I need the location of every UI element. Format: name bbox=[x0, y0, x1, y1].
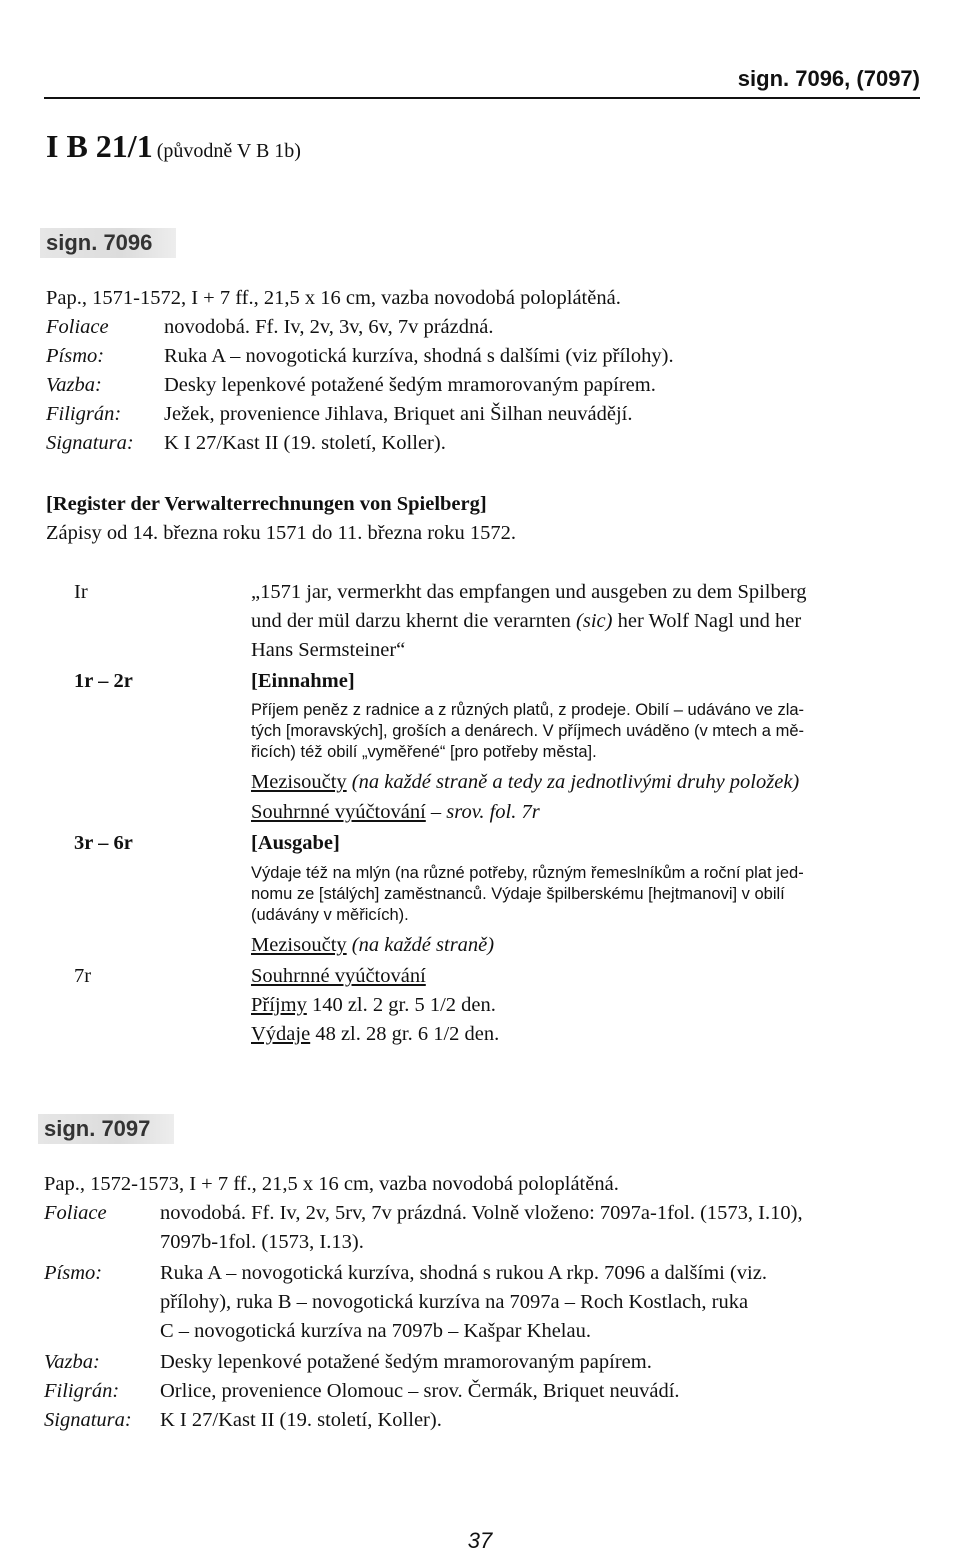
entry-note-line: (udávány v měřicích). bbox=[251, 906, 409, 924]
entry-summary-heading: Souhrnné vyúčtování bbox=[251, 965, 426, 987]
entry-note-line: tých [moravských], groších a denárech. V příjmech uváděno (v mtech a mě- bbox=[251, 722, 804, 740]
record1-filigran-label: Filigrán: bbox=[46, 403, 122, 425]
entry-note-line: Příjem peněz z radnice a z různých platů, z prodeje. Obilí – udáváno ve zla- bbox=[251, 701, 805, 719]
entry-folio: 1r – 2r bbox=[74, 670, 133, 692]
record2-vazba-label: Vazba: bbox=[44, 1351, 100, 1373]
record1-sign-label: sign. 7096 bbox=[40, 228, 176, 258]
record1-title: [Register der Verwalterrechnungen von Spielberg] bbox=[46, 493, 487, 515]
record1-signatura-value: K I 27/Kast II (19. století, Koller). bbox=[164, 432, 446, 454]
entry-subtotal-note: (na každé straně) bbox=[351, 934, 495, 956]
record1-pismo-label: Písmo: bbox=[46, 345, 105, 367]
entry-heading: [Ausgabe] bbox=[251, 832, 340, 854]
record2-pismo-line: přílohy), ruka B – novogotická kurzíva na 7097a – Roch Kostlach, ruka bbox=[160, 1291, 749, 1313]
record2-foliace-line: novodobá. Ff. Iv, 2v, 5rv, 7v prázdná. Volně vloženo: 7097a-1fol. (1573, I.10), bbox=[160, 1202, 803, 1224]
header-signature: sign. 7096, (7097) bbox=[737, 66, 920, 91]
main-signature-code: I B 21/1 bbox=[46, 128, 153, 164]
record1-vazba-label: Vazba: bbox=[46, 374, 102, 396]
main-signature bbox=[46, 128, 301, 165]
entry-summary-note: – srov. fol. 7r bbox=[430, 801, 540, 823]
record1-foliace-value: novodobá. Ff. Iv, 2v, 3v, 6v, 7v prázdná. bbox=[164, 316, 494, 338]
entry-quote-text: und der mül darzu khernt die verarnten bbox=[251, 610, 571, 632]
entry-expense bbox=[251, 1020, 499, 1049]
record2-pismo-line: Ruka A – novogotická kurzíva, shodná s rukou A rkp. 7096 a dalšími (viz. bbox=[160, 1262, 767, 1284]
record2-pismo-line: C – novogotická kurzíva na 7097b – Kašpar Khelau. bbox=[160, 1320, 591, 1342]
record2-signatura-value: K I 27/Kast II (19. století, Koller). bbox=[160, 1409, 442, 1431]
entry-heading: [Einnahme] bbox=[251, 670, 355, 692]
entry-quote-line bbox=[251, 607, 801, 636]
entry-folio: 7r bbox=[74, 965, 92, 987]
entry-subtotal-note: (na každé straně a tedy za jednotlivými druhy položek) bbox=[351, 771, 800, 793]
main-signature-original: (původně V B 1b) bbox=[156, 140, 301, 162]
entry-subtotal-label: Mezisoučty bbox=[251, 934, 347, 956]
entry-note-line: Výdaje též na mlýn (na různé potřeby, různým řemeslníkům a roční plat jed- bbox=[251, 864, 804, 882]
record1-vazba-value: Desky lepenkové potažené šedým mramorovaným papírem. bbox=[164, 374, 656, 396]
entry-subtotal bbox=[251, 931, 494, 960]
entry-subtotal bbox=[251, 768, 799, 797]
record2-filigran-value: Orlice, provenience Olomouc – srov. Čermák, Briquet neuvádí. bbox=[160, 1380, 680, 1402]
entry-quote-line: „1571 jar, vermerkht das empfangen und ausgeben zu dem Spilberg bbox=[251, 581, 807, 603]
entry-expense-label: Výdaje bbox=[251, 1023, 311, 1045]
entry-note-line: řicích) též obilí „vyměřené“ [pro potřeby města]. bbox=[251, 743, 597, 761]
entry-subtotal-label: Mezisoučty bbox=[251, 771, 347, 793]
entry-summary-label: Souhrnné vyúčtování bbox=[251, 801, 426, 823]
entry-income bbox=[251, 991, 496, 1020]
record2-filigran-label: Filigrán: bbox=[44, 1380, 120, 1402]
entry-income-label: Příjmy bbox=[251, 994, 307, 1016]
entry-folio: 3r – 6r bbox=[74, 832, 133, 854]
record1-subtitle: Zápisy od 14. března roku 1571 do 11. března roku 1572. bbox=[46, 522, 517, 544]
record2-foliace-line: 7097b-1fol. (1573, I.13). bbox=[160, 1231, 364, 1253]
entry-quote-line: Hans Sermsteiner“ bbox=[251, 639, 406, 661]
entry-expense-value: 48 zl. 28 gr. 6 1/2 den. bbox=[315, 1023, 500, 1045]
record1-filigran-value: Ježek, provenience Jihlava, Briquet ani Šilhan neuvádějí. bbox=[164, 403, 633, 425]
record2-pismo-label: Písmo: bbox=[44, 1262, 103, 1284]
record2-foliace-label: Foliace bbox=[44, 1202, 107, 1224]
header-rule bbox=[44, 97, 920, 99]
entry-income-value: 140 zl. 2 gr. 5 1/2 den. bbox=[311, 994, 496, 1016]
entry-quote-text: her Wolf Nagl und her bbox=[617, 610, 802, 632]
record2-sign-label: sign. 7097 bbox=[38, 1114, 174, 1144]
entry-folio: Ir bbox=[74, 581, 88, 603]
record1-foliace-label: Foliace bbox=[46, 316, 109, 338]
record2-vazba-value: Desky lepenkové potažené šedým mramorovaným papírem. bbox=[160, 1351, 652, 1373]
record2-signatura-label: Signatura: bbox=[44, 1409, 132, 1431]
record2-paper: Pap., 1572-1573, I + 7 ff., 21,5 x 16 cm, vazba novodobá poloplátěná. bbox=[44, 1173, 619, 1195]
page-number: 37 bbox=[467, 1528, 493, 1553]
record1-pismo-value: Ruka A – novogotická kurzíva, shodná s dalšími (viz přílohy). bbox=[164, 345, 674, 367]
record1-signatura-label: Signatura: bbox=[46, 432, 134, 454]
entry-summary bbox=[251, 798, 540, 827]
entry-note-line: nomu ze [stálých] zaměstnanců. Výdaje špilberskému [hejtmanovi] v obilí bbox=[251, 885, 785, 903]
record1-paper: Pap., 1571-1572, I + 7 ff., 21,5 x 16 cm, vazba novodobá poloplátěná. bbox=[46, 287, 621, 309]
entry-quote-sic: (sic) bbox=[576, 610, 613, 632]
